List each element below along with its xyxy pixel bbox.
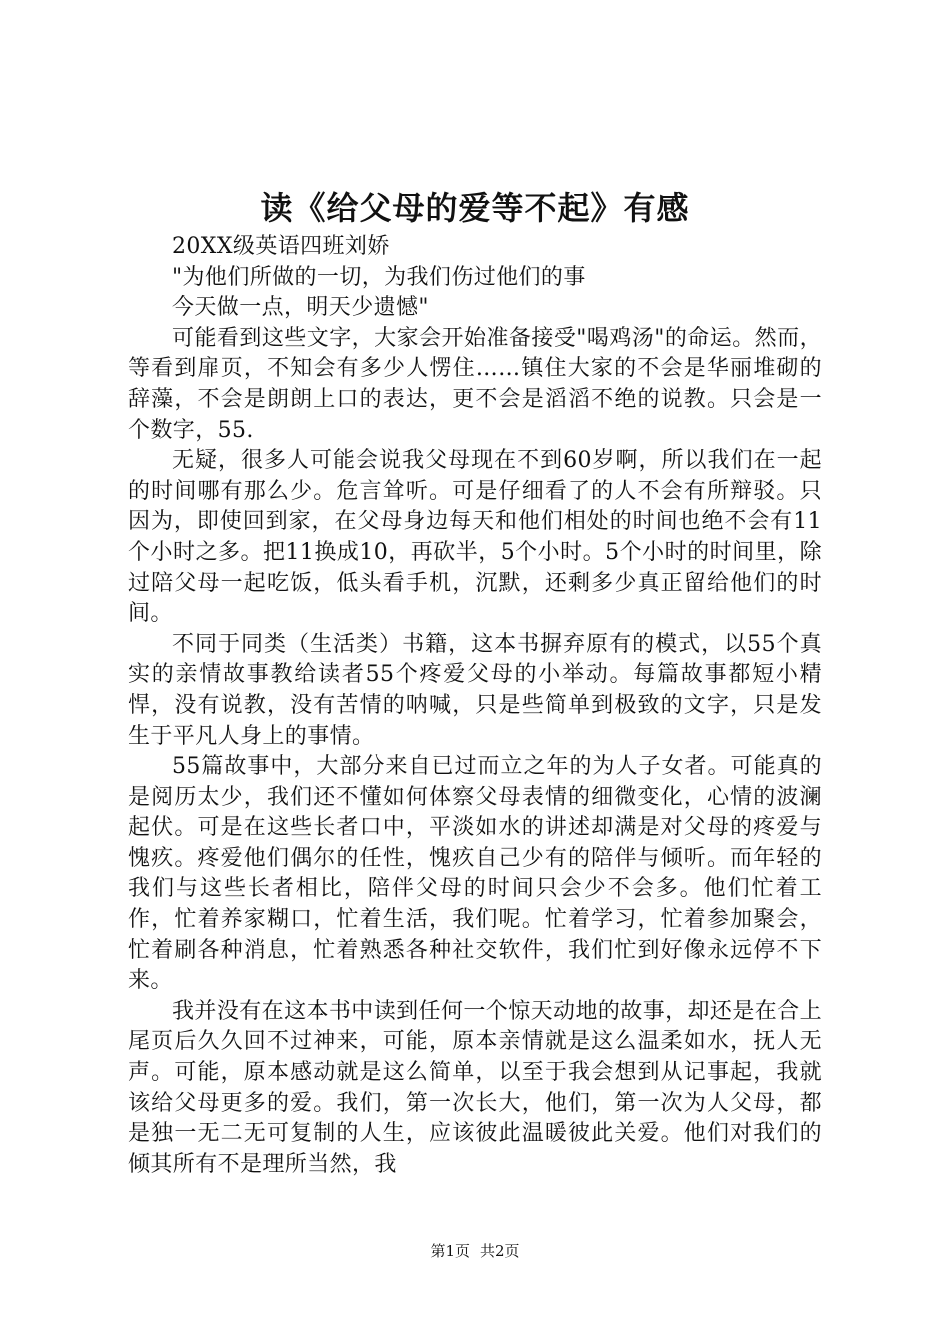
- body-paragraph: 无疑，很多人可能会说我父母现在不到60岁啊，所以我们在一起的时间哪有那么少。危言耸听。可是仔细看了的人不会有所辩驳。只因为，即使回到家，在父母身边每天和他们相处的时间也绝不会有11个小时之多。把11换成10，再砍半，5个小时。5个小时的时间里，除过陪父母一起吃饭，低头看手机，沉默，还剩多少真正留给他们的时间。: [128, 448, 822, 627]
- page-footer: [0, 1241, 950, 1261]
- document-title: 读《给父母的爱等不起》有感: [260, 189, 690, 227]
- document-body: [128, 232, 822, 1180]
- body-paragraph: 可能看到这些文字，大家会开始准备接受"喝鸡汤"的命运。然而，等看到扉页，不知会有多少人愣住……镇住大家的不会是华丽堆砌的辞藻，不会是朗朗上口的表达，更不会是滔滔不绝的说教。只会是一个数字，55.: [128, 325, 822, 443]
- quote-line-1: "为他们所做的一切，为我们伤过他们的事: [172, 264, 586, 290]
- page-total: 共2页: [480, 1242, 520, 1260]
- body-paragraph: 55篇故事中，大部分来自已过而立之年的为人子女者。可能真的是阅历太少，我们还不懂如何体察父母表情的细微变化，心情的波澜起伏。可是在这些长者口中，平淡如水的讲述却满是对父母的疼爱与愧疚。疼爱他们偶尔的任性，愧疚自己少有的陪伴与倾听。而年轻的我们与这些长者相比，陪伴父母的时间只会少不会多。他们忙着工作，忙着养家糊口，忙着生活，我们呢。忙着学习，忙着参加聚会，忙着刷各种消息，忙着熟悉各种社交软件，我们忙到好像永远停不下来。: [128, 754, 822, 994]
- page-number: 第1页: [430, 1242, 470, 1260]
- body-paragraph: 我并没有在这本书中读到任何一个惊天动地的故事，却还是在合上尾页后久久回不过神来，可能，原本亲情就是这么温柔如水，抚人无声。可能，原本感动就是这么简单，以至于我会想到从记事起，我就该给父母更多的爱。我们，第一次长大，他们，第一次为人父母，都是独一无二无可复制的人生，应该彼此温暖彼此关爱。他们对我们的倾其所有不是理所当然，我: [128, 998, 822, 1177]
- quote-line-2: 今天做一点，明天少遗憾": [172, 295, 429, 321]
- body-paragraph: 不同于同类（生活类）书籍，这本书摒弃原有的模式，以55个真实的亲情故事教给读者55个疼爱父母的小举动。每篇故事都短小精悍，没有说教，没有苦情的呐喊，只是些简单到极致的文字，只是发生于平凡人身上的事情。: [128, 631, 822, 749]
- author-line: 20XX级英语四班刘娇: [172, 234, 390, 259]
